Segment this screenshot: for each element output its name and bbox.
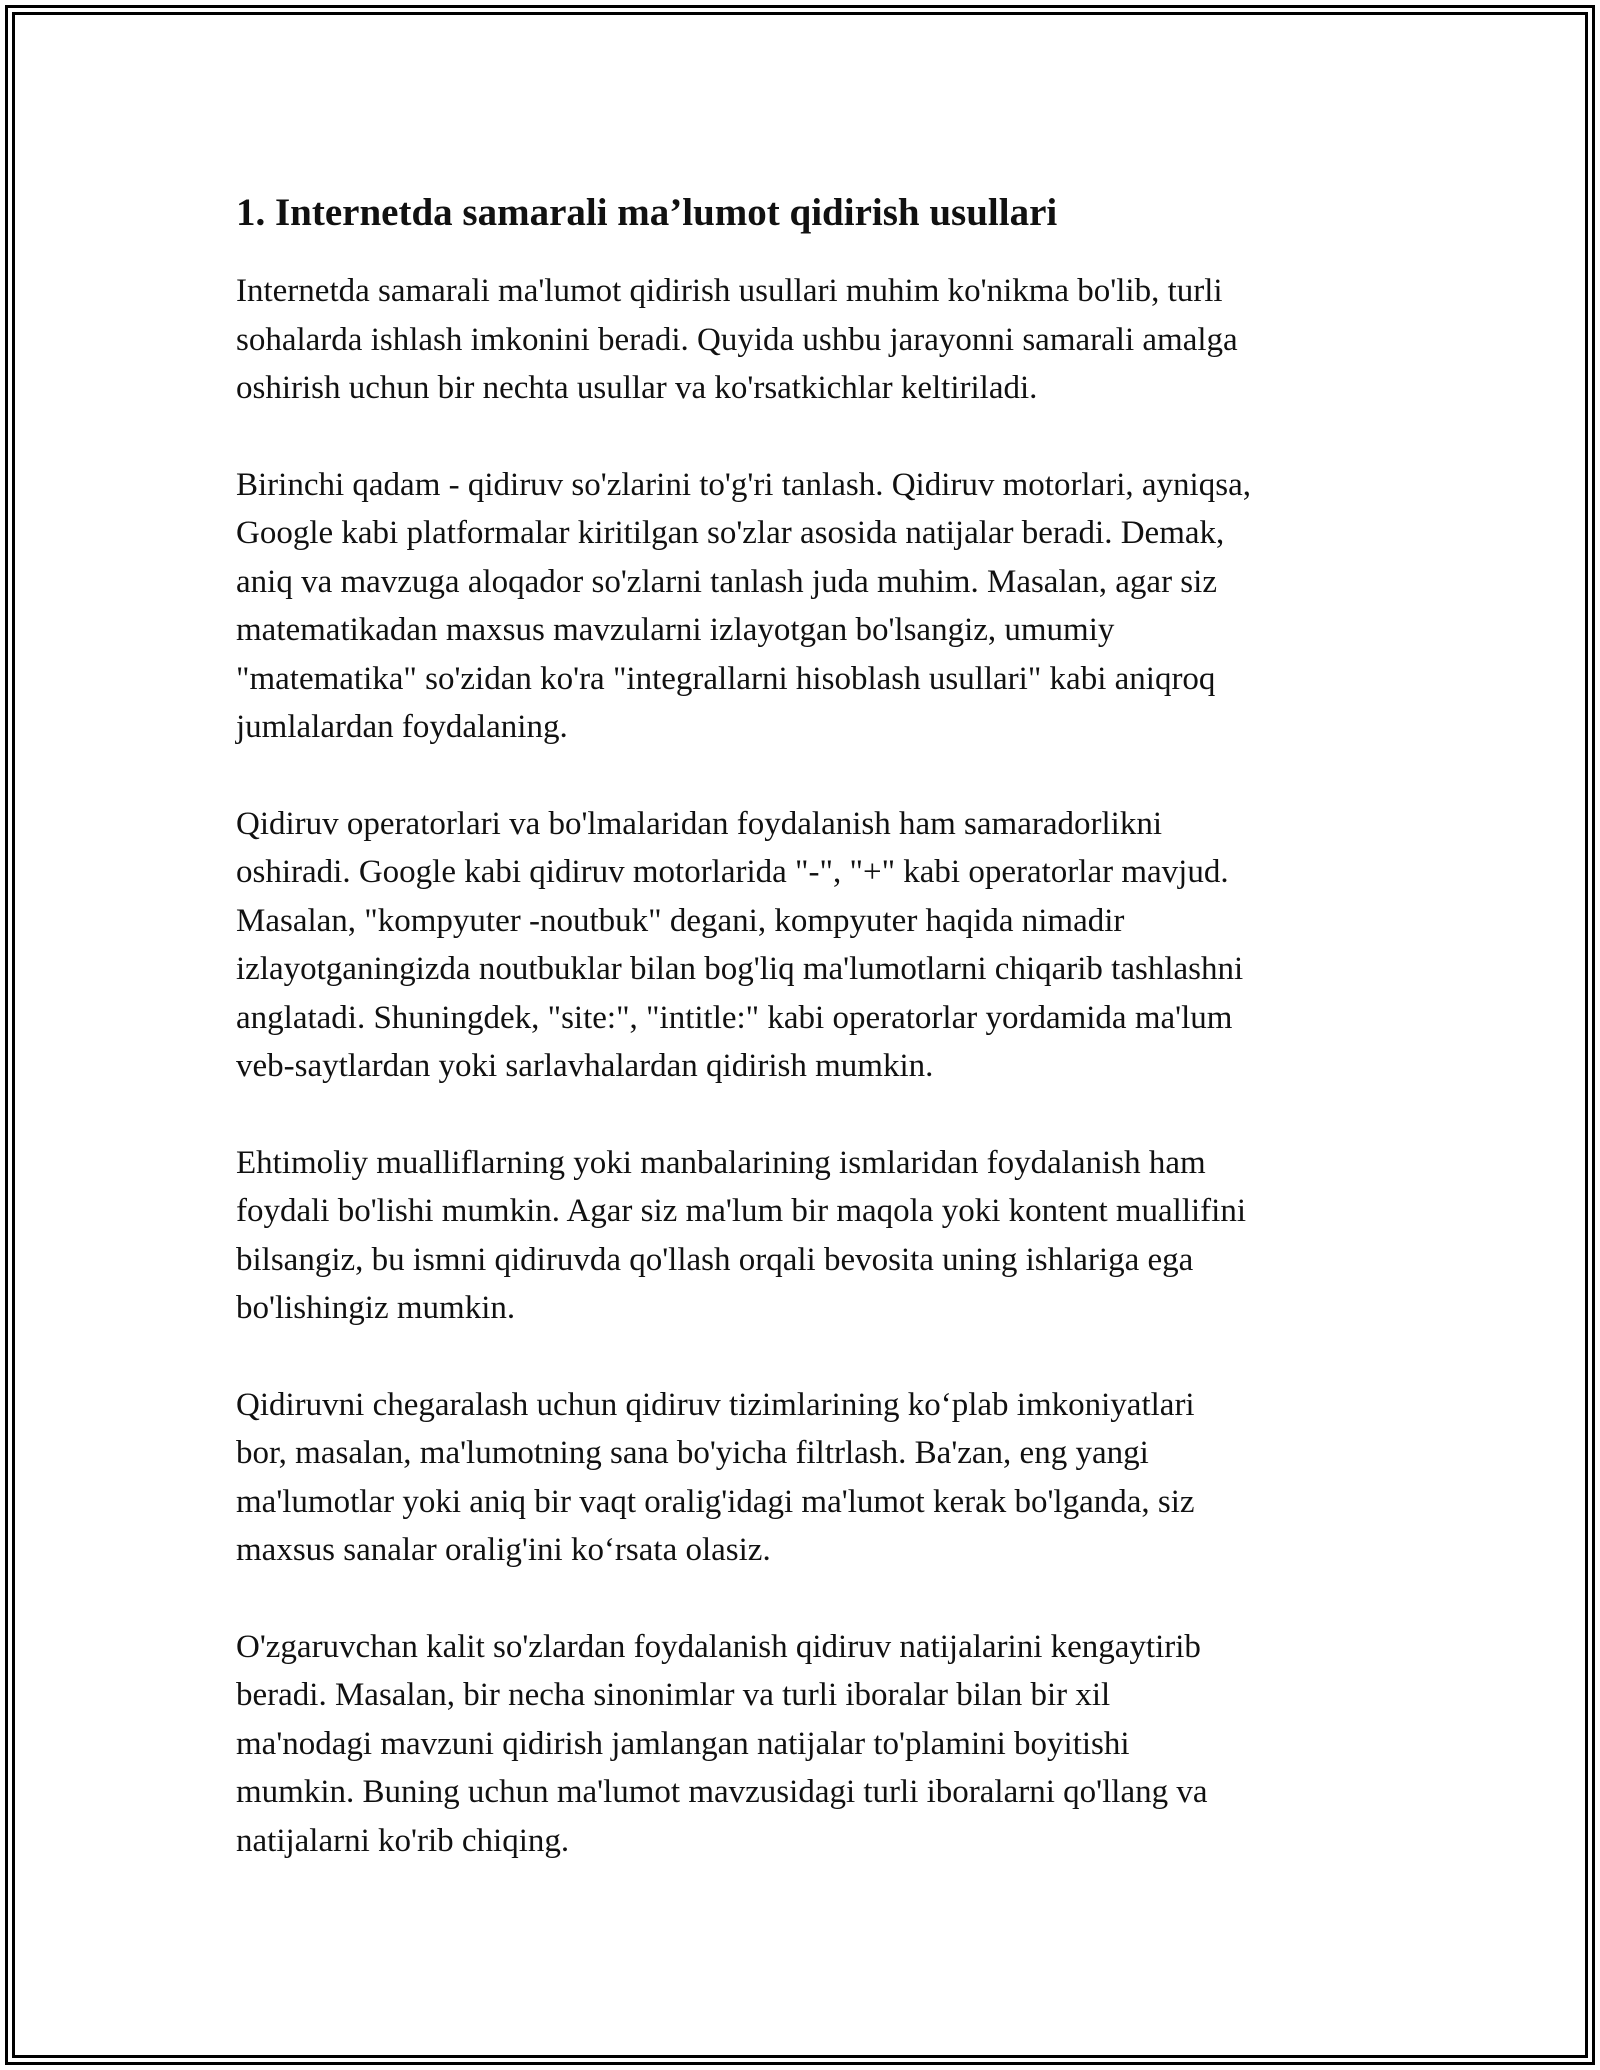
section-heading: 1. Internetda samarali ma’lumot qidirish usullari [236, 191, 1058, 234]
document-body [236, 185, 1376, 1913]
paragraph-search-operators: Qidiruv operatorlari va bo'lmalaridan foydalanish ham samaradorlikni oshiradi. Google kabi qidiruv motorlarida "-", "+" kabi operatorlar mavjud. Masalan, "kompyuter -noutbuk" degani, kompyuter haqida nimadir izlayotganingizda noutbuklar bilan bog'liq ma'lumotlarni chiqarib tashlashni anglatadi. Shuningdek, "site:", "intitle:" kabi operatorlar yordamida ma'lum veb-saytlardan yoki sarlavhalardan qidirish mumkin. [236, 805, 1244, 1084]
paragraph-keyword-variants: O'zgaruvchan kalit so'zlardan foydalanish qidiruv natijalarini kengaytirib beradi. Masalan, bir necha sinonimlar va turli iboralar bilan bir xil ma'nodagi mavzuni qidirish jamlangan natijalar to'plamini boyitishi mumkin. Buning uchun ma'lumot mavzusidagi turli iboralarni qo'llang va natijalarni ko'rib chiqing. [236, 1628, 1208, 1859]
paragraph-search-terms: Birinchi qadam - qidiruv so'zlarini to'g'ri tanlash. Qidiruv motorlari, ayniqsa, Google kabi platformalar kiritilgan so'zlar asosida natijalar beradi. Demak, aniq va mavzuga aloqador so'zlarni tanlash juda muhim. Masalan, agar siz matematikadan maxsus mavzularni izlayotgan bo'lsangiz, umumiy "matematika" so'zidan ko'ra "integrallarni hisoblash usullari" kabi aniqroq jumlalardan foydalaning. [236, 466, 1251, 745]
paragraph-intro: Internetda samarali ma'lumot qidirish usullari muhim ko'nikma bo'lib, turli sohalarda ishlash imkonini beradi. Quyida ushbu jarayonni samarali amalga oshirish uchun bir nechta usullar va ko'rsatkichlar keltiriladi. [236, 273, 1238, 406]
paragraph-date-filter: Qidiruvni chegaralash uchun qidiruv tizimlarining ko‘plab imkoniyatlari bor, masalan, ma'lumotning sana bo'yicha filtrlash. Ba'zan, eng yangi ma'lumotlar yoki aniq bir vaqt oralig'idagi ma'lumot kerak bo'lganda, siz maxsus sanalar oralig'ini ko‘rsata olasiz. [236, 1386, 1195, 1568]
paragraph-author-names: Ehtimoliy mualliflarning yoki manbalarining ismlaridan foydalanish ham foydali bo'lishi mumkin. Agar siz ma'lum bir maqola yoki kontent muallifini bilsangiz, bu ismni qidiruvda qo'llash orqali bevosita uning ishlariga ega bo'lishingiz mumkin. [236, 1144, 1247, 1326]
